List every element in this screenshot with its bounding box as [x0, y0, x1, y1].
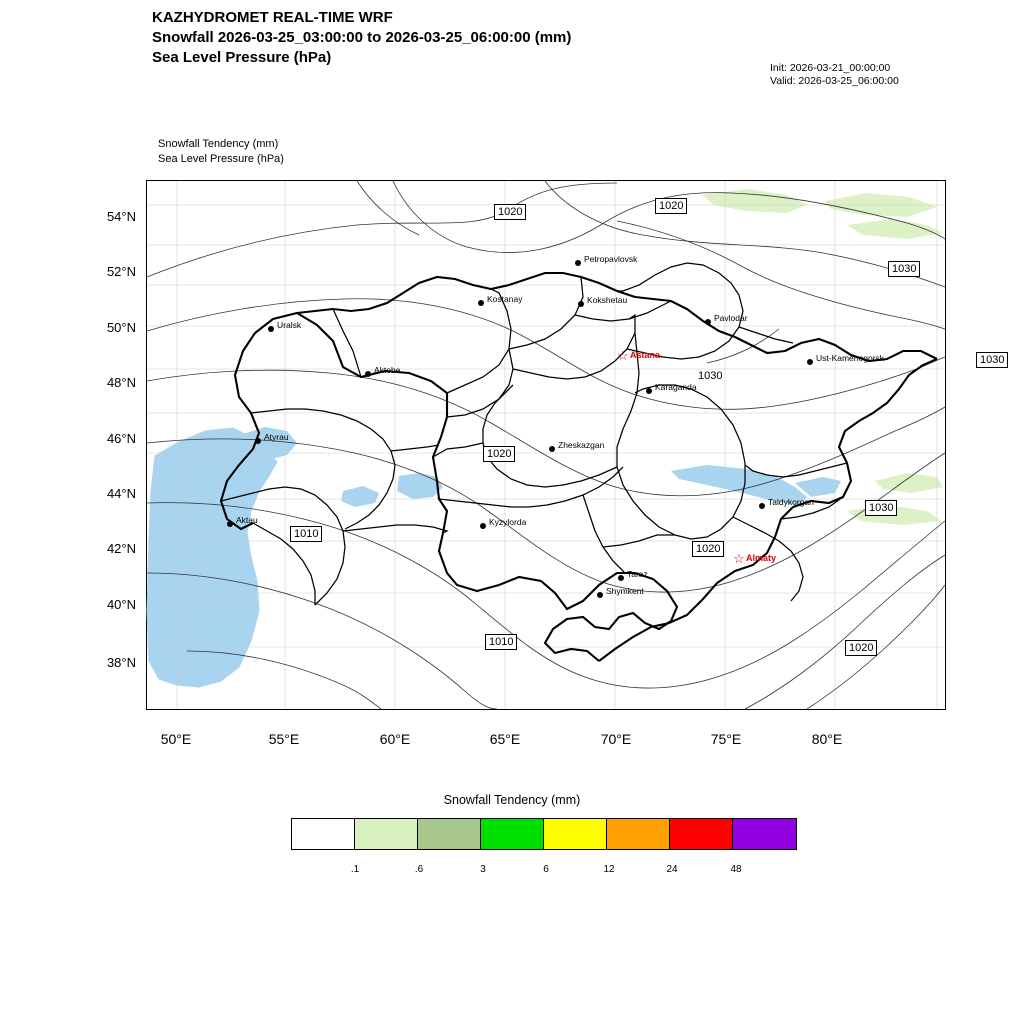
y-tick-label: 42°N — [106, 541, 136, 556]
y-tick-label: 50°N — [106, 320, 136, 335]
city-dot — [480, 523, 486, 529]
caption-snowfall: Snowfall Tendency (mm) — [158, 138, 279, 150]
colorbar-tick: 12 — [603, 864, 615, 875]
colorbar-swatch-5 — [607, 819, 670, 849]
title-line-2: Snowfall 2026-03-25_03:00:00 to 2026-03-25_06:00:00 (mm) — [152, 29, 572, 46]
city-label: Aktobe — [374, 365, 401, 375]
colorbar-ticks — [291, 864, 799, 878]
x-tick-label: 60°E — [379, 731, 411, 747]
city-dot — [478, 300, 484, 306]
x-tick-label: 80°E — [811, 731, 843, 747]
city-dot — [227, 521, 233, 527]
x-tick-label: 70°E — [600, 731, 632, 747]
y-tick-label: 44°N — [106, 486, 136, 501]
colorbar-tick: 6 — [543, 864, 549, 875]
colorbar-swatch-1 — [355, 819, 418, 849]
map-graphics — [147, 181, 945, 709]
city-dot — [365, 371, 371, 377]
colorbar-swatch-3 — [481, 819, 544, 849]
y-tick-label: 40°N — [106, 597, 136, 612]
isobar-label: 1010 — [485, 634, 517, 650]
x-tick-label: 50°E — [160, 731, 192, 747]
colorbar-swatch-2 — [418, 819, 481, 849]
city-label: Atyrau — [264, 432, 289, 442]
city-label: Taldykorgan — [768, 497, 814, 507]
isobar-label: 1020 — [692, 541, 724, 557]
colorbar-title: Snowfall Tendency (mm) — [443, 793, 581, 807]
map-canvas[interactable] — [146, 180, 1005, 710]
isobar-label: 1030 — [865, 500, 897, 516]
title-line-1: KAZHYDROMET REAL-TIME WRF — [152, 9, 393, 26]
colorbar-tick: .1 — [350, 864, 360, 875]
y-tick-label: 52°N — [106, 264, 136, 279]
colorbar — [291, 818, 797, 850]
city-dot — [646, 388, 652, 394]
isobar-label: 1010 — [290, 526, 322, 542]
colorbar-swatch-0 — [292, 819, 355, 849]
city-label: Shymkent — [606, 586, 644, 596]
capital-star-icon: ☆ — [617, 348, 629, 363]
capital-label: Almaty — [746, 553, 777, 563]
colorbar-tick: 24 — [666, 864, 678, 875]
y-tick-label: 38°N — [106, 655, 136, 670]
city-label: Kyzylorda — [489, 517, 527, 527]
city-dot — [807, 359, 813, 365]
city-label: Zheskazgan — [558, 440, 605, 450]
city-dot — [268, 326, 274, 332]
colorbar-swatch-4 — [544, 819, 607, 849]
colorbar-swatch-6 — [670, 819, 733, 849]
city-label: Kostanay — [487, 294, 523, 304]
city-dot — [575, 260, 581, 266]
city-dot — [618, 575, 624, 581]
isobar-label: 1030 — [698, 370, 723, 382]
city-dot — [597, 592, 603, 598]
field-caption — [158, 137, 284, 167]
caption-pressure: Sea Level Pressure (hPa) — [158, 153, 284, 165]
isobar-label: 1030 — [976, 352, 1008, 368]
city-label: Kokshetau — [587, 295, 628, 305]
colorbar-tick: .6 — [414, 864, 424, 875]
colorbar-tick: 48 — [730, 864, 742, 875]
city-dot — [255, 438, 261, 444]
city-label: Aktau — [236, 515, 258, 525]
y-tick-label: 46°N — [106, 431, 136, 446]
isobar-label: 1020 — [494, 204, 526, 220]
city-dot — [759, 503, 765, 509]
isobar-label: 1020 — [655, 198, 687, 214]
city-label: Petropavlovsk — [584, 254, 638, 264]
city-label: Karaganda — [655, 382, 697, 392]
city-dot — [549, 446, 555, 452]
init-time: Init: 2026-03-21_00:00:00 — [770, 62, 891, 74]
colorbar-tick: 3 — [480, 864, 486, 875]
isobar-label: 1020 — [845, 640, 877, 656]
x-tick-label: 75°E — [710, 731, 742, 747]
valid-time: Valid: 2026-03-25_06:00:00 — [770, 75, 899, 87]
x-tick-label: 55°E — [268, 731, 300, 747]
capital-label: Astana — [630, 350, 661, 360]
city-label: Uralsk — [277, 320, 302, 330]
x-tick-label: 65°E — [489, 731, 521, 747]
capital-star-icon: ☆ — [733, 551, 745, 566]
city-label: Ust-Kamenogorsk — [816, 353, 885, 363]
title-block — [152, 8, 571, 68]
title-line-3: Sea Level Pressure (hPa) — [152, 49, 332, 66]
city-dot — [705, 319, 711, 325]
init-valid-block — [770, 62, 899, 88]
isobar-label: 1020 — [483, 446, 515, 462]
city-label: Pavlodar — [714, 313, 748, 323]
y-tick-label: 54°N — [106, 209, 136, 224]
city-dot — [578, 301, 584, 307]
y-tick-label: 48°N — [106, 375, 136, 390]
isobar-label: 1030 — [888, 261, 920, 277]
city-label: Taraz — [627, 569, 648, 579]
colorbar-swatch-7 — [733, 819, 796, 849]
